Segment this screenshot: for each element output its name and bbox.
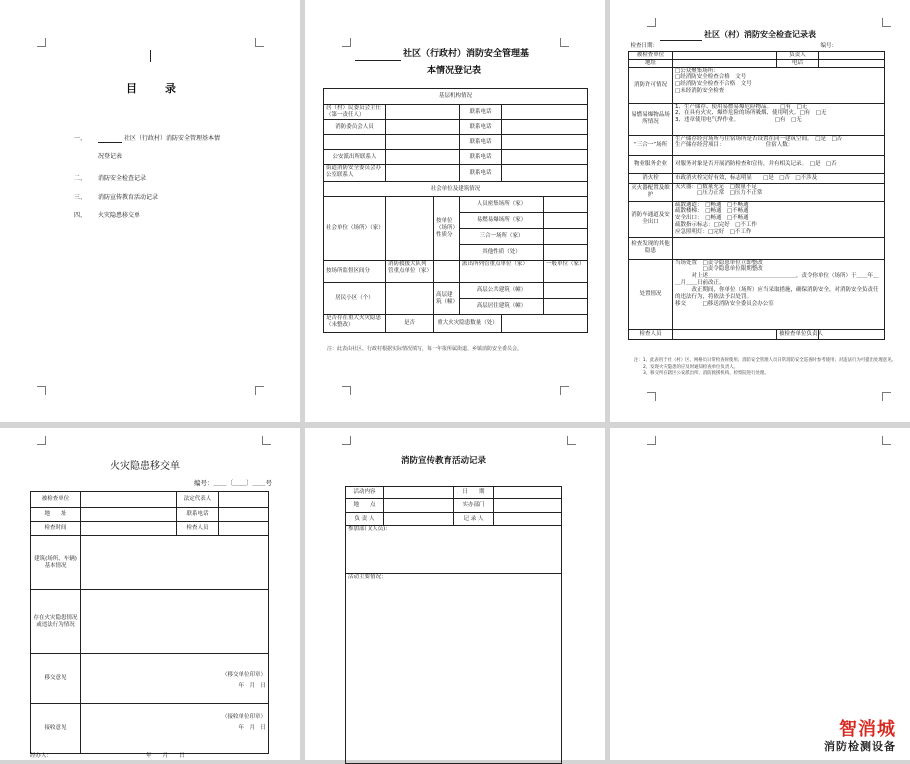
cell-input[interactable] [544, 299, 588, 315]
cell-hydrant-detail[interactable]: 市政消火栓完好有效，标志明显 □是 □否 □不涉及 [673, 173, 885, 183]
cell-input[interactable] [384, 499, 454, 513]
cell-phone-label: 联系电话 [460, 150, 502, 165]
cell-recorder: 记 录 人 [454, 513, 494, 526]
cell-committee: 消防委员会人员 [324, 120, 386, 135]
cell-phone: 电话 [777, 59, 819, 67]
cell-disposal-detail[interactable]: 当场处置 □责令隐患单位立即整改 □责令隐患单位限期整改 对上述＿＿＿＿＿＿＿＿＿＿＿＿＿＿＿＿，责令你单位（场所）于＿＿年＿＿月＿＿日前改正。 改正期间，你单位（场所）应当采取措施，确保消防安全，对消防安全负责任的违法行为，将依法予以处罚。 移交 □移送消防安全委员会办公室 [673, 259, 885, 329]
cell-hazard-count: 重大火灾隐患数量（处） [434, 315, 502, 333]
toc-item-1[interactable]: 社区（行政村）消防安全管理基本情 [124, 135, 221, 142]
cell-input[interactable] [673, 59, 777, 67]
cell-address: 地址 [629, 59, 673, 67]
cell-input[interactable] [386, 165, 460, 182]
cell-input[interactable] [434, 261, 460, 283]
cell-address: 地 址 [31, 508, 81, 522]
transfer-serial: 编号：＿＿〔＿＿〕＿＿号 [194, 479, 272, 487]
cell-hydrant: 消火栓 [629, 173, 673, 183]
cell-input[interactable] [502, 315, 588, 333]
cell-input[interactable] [544, 283, 588, 299]
cell-input[interactable] [544, 245, 588, 261]
cell-inspected-unit: 被检查单位 [629, 51, 673, 59]
cell-disposal: 处置情况 [629, 259, 673, 329]
cell-phone-label: 联系电话 [460, 120, 502, 135]
transfer-footer-date: 年 月 日 [146, 753, 185, 759]
cell-three-in-one: 三合一场所（家） [460, 229, 544, 245]
cell-crowded: 人员密集场所（家） [460, 197, 544, 213]
cell-inspected-unit: 被检查单位 [31, 492, 81, 508]
transfer-table [30, 491, 269, 754]
cell-activity-summary[interactable]: 活动主要情况： [346, 574, 562, 764]
transfer-seal: （移交单位印章） [221, 672, 266, 678]
cell-flammable-detail[interactable]: 1、生产储存、使用易燃易爆危险物品。 □有 □无 2、在具有火灾、爆炸危险的场所吸烟、使用明火。□有 □无 3、违章使用电气焊作业。 □有 □无 [673, 103, 885, 135]
brand-name: 智消城 [839, 719, 896, 741]
cell-flammable-site: 易燃易爆物品场所情况 [629, 103, 673, 135]
page-blank [610, 428, 910, 760]
cell-date: 日 期 [454, 487, 494, 499]
cell-input[interactable] [386, 197, 434, 261]
cell-exits: 消防车通道及安全出口 [629, 201, 673, 237]
cell-building-info: 建筑(场所、车辆)基本情况 [31, 536, 81, 590]
page-transfer [0, 428, 300, 760]
receive-date: 年 月 日 [238, 725, 266, 731]
cell-empty [777, 43, 819, 51]
cell-phone-label: 联系电话 [460, 105, 502, 120]
cell-extinguisher-detail[interactable]: 灭火器：□数量充足 □数量不足 □压力正常 □压力不正常 [673, 183, 885, 201]
cell-extinguisher: 灭火器配置及维护 [629, 183, 673, 201]
cell-other-nature: 其他性质（处） [460, 245, 544, 261]
cell-highrise: 高层建筑（幢） [434, 283, 460, 315]
note-line-2: 2、发现火灾隐患的应及时通知检查单位负责人。 [643, 364, 738, 370]
cell-input[interactable] [81, 536, 269, 590]
cell-input[interactable] [81, 522, 177, 536]
cell-transfer-sign[interactable] [81, 654, 269, 704]
cell-three-in-one: “三合一”场所 [629, 135, 673, 155]
cell-fire-permit-detail[interactable]: □公众聚集场所： □经消防安全检查合格 文号 □经消防安全检查不合格 文号 □未经消防安全检查 [673, 67, 885, 103]
cell-police-key: 派出所列管重点单位（家） [460, 261, 544, 283]
activity-title: 消防宣传教育活动记录 [401, 456, 487, 466]
basic-title-line1: 社区（行政村）消防安全管理基 [403, 49, 530, 59]
cell-input[interactable] [502, 150, 588, 165]
toc-num-3: 三、 [74, 194, 87, 201]
cell-street-office: 街道消防安全委员会办公室联系人 [324, 165, 386, 182]
cell-fire-brigade-key: 消防救援大队列管重点单位（家） [386, 261, 434, 283]
cell-input[interactable] [544, 213, 588, 229]
cell-exits-detail[interactable]: 疏散通道： □畅通 □不畅通 疏散楼梯： □畅通 □不畅通 安全出口： □畅通 □不畅通 疏散指示标志：□完好 □不工作 应急照明灯：□完好 □不工作 [673, 201, 885, 237]
cell-phone-label: 联系电话 [460, 135, 502, 150]
cell-host-dept: 实办部门 [454, 499, 494, 513]
cell-input[interactable] [219, 492, 269, 508]
cell-input[interactable] [384, 513, 454, 526]
cell-hazard-info: 存在火灾隐患情况或违法行为情况 [31, 590, 81, 654]
cell-participants[interactable]: 参加部门(人员)： [346, 526, 562, 574]
cell-input[interactable] [386, 135, 460, 150]
cell-serial[interactable]: 编号： [819, 43, 885, 51]
cell-highrise-public: 高层公共建筑（幢） [460, 283, 544, 299]
cell-unit-head: 被检查单位负责人 [777, 329, 819, 339]
toc-title: 目 录 [126, 82, 178, 95]
cell-check-time: 检查时间 [31, 522, 81, 536]
cell-input[interactable] [494, 487, 562, 499]
cell-inspectors: 检查人员 [177, 522, 219, 536]
note-line-1: 注：1、此表用于社（村）区、网格员日常检查时使用；消防安全管理人员日常消防安全巡查时参考使用；对违法行为可提出处理意见。 [634, 358, 896, 363]
cell-fire-permit: 消防许可情况 [629, 67, 673, 103]
toc-item-1-cont[interactable]: 况登记表 [98, 153, 123, 160]
cell-input[interactable] [81, 508, 177, 522]
cell-leader: 负 责 人 [346, 513, 384, 526]
cell-input[interactable] [673, 51, 777, 59]
cell-input[interactable] [544, 197, 588, 213]
cell-input[interactable] [81, 492, 177, 508]
title-blank-line [355, 60, 401, 61]
cell-input[interactable] [384, 487, 454, 499]
brand-tagline: 消防检测设备 [824, 739, 896, 753]
cell-property-detail[interactable]: 对服务对象是否开展消防检查和宣传，并有相关记录。 □是 □否 [673, 155, 885, 173]
inspection-table [628, 43, 885, 340]
brand-watermark [824, 720, 896, 753]
cell-residential: 居民小区（个） [324, 283, 386, 315]
inspection-title: 社区（村）消防安全检查记录表 [704, 30, 816, 39]
cell-other-hazards: 检查发现的其他隐患 [629, 237, 673, 259]
cell-police-contact: 公安派出所联系人 [324, 150, 386, 165]
cell-input[interactable] [386, 150, 460, 165]
cell-inspectors: 检查人员 [629, 329, 673, 339]
section-social: 社会单位及建筑情况 [324, 182, 588, 197]
cell-input[interactable] [502, 135, 588, 150]
toc-num-4: 四、 [74, 212, 87, 219]
page-inspection [610, 0, 910, 422]
cell-input[interactable] [819, 51, 885, 59]
cell-input[interactable] [673, 329, 777, 339]
toc-item-3[interactable]: 消防宣传教育活动记录 [98, 194, 159, 201]
cell-location: 地 点 [346, 499, 384, 513]
cell-input[interactable] [502, 120, 588, 135]
cell-by-supervision: 按场所监督区间分 [324, 261, 386, 283]
basic-info-table [323, 88, 588, 333]
cell-receive-sign[interactable] [81, 704, 269, 754]
cell-input[interactable] [494, 499, 562, 513]
receive-seal: （接收单位印章） [221, 714, 266, 720]
cell-input[interactable] [386, 105, 460, 120]
cell-by-nature: 按单位（场所）性质分 [434, 197, 460, 261]
section-org: 基层机构情况 [324, 89, 588, 105]
cell-three-in-one-detail[interactable]: 生产储存经营场所与住宿场所是否设置在同一建筑空间。 □是 □否 生产储存经营项目： 住宿人数： [673, 135, 885, 155]
toc-num-2: 二、 [74, 175, 87, 182]
cell-contact-phone: 联系电话 [177, 508, 219, 522]
cell-director: 居（村）民委员会主任（第一责任人） [324, 105, 386, 120]
toc-num-1: 一、 [74, 135, 87, 142]
cell-date[interactable]: 检查日期： [629, 43, 777, 51]
cell-phone-label: 联系电话 [460, 165, 502, 182]
cell-activity-content: 活动内容 [346, 487, 384, 499]
cell-input[interactable] [502, 165, 588, 182]
page-toc [0, 0, 300, 422]
transfer-title: 火灾隐患移交单 [110, 461, 180, 472]
cell-yes-no[interactable]: 是否 [386, 315, 434, 333]
toc-item-2[interactable]: 消防安全检查记录 [98, 175, 147, 182]
cell-social-units: 社会单位（场所）（家） [324, 197, 386, 261]
cell-property-mgmt: 物业服务企业 [629, 155, 673, 173]
cell-flammable: 易燃易爆场所（家） [460, 213, 544, 229]
cell-input[interactable] [494, 513, 562, 526]
cell-major-hazard: 是否存在重大火灾隐患（未整改） [324, 315, 386, 333]
toc-blank-1 [98, 142, 122, 143]
cell-highrise-residential: 高层居住建筑（幢） [460, 299, 544, 315]
activity-table [345, 486, 562, 764]
cell-input[interactable] [544, 229, 588, 245]
cell-legal-rep: 法定代表人 [177, 492, 219, 508]
cell-input[interactable] [502, 105, 588, 120]
cell-input[interactable] [386, 120, 460, 135]
basic-note: 注：此表由社区、行政村根据实际情况填写，每一年报所属街道、乡镇消防安全委员会。 [327, 346, 523, 352]
cell-input[interactable] [219, 522, 269, 536]
cell-transfer-opinion: 移交意见 [31, 654, 81, 704]
cell-input[interactable] [819, 59, 885, 67]
transfer-handler: 经办人： [30, 753, 53, 759]
cell-input[interactable] [81, 590, 269, 654]
cell-person-in-charge: 负责人 [777, 51, 819, 59]
transfer-date: 年 月 日 [238, 683, 266, 689]
note-line-3: 3、移交所在辖区公安派出所、消防救援机构、检察院进行处理。 [643, 371, 769, 377]
inspection-notes [634, 358, 896, 378]
cell-empty[interactable] [324, 135, 386, 150]
cell-input[interactable] [219, 508, 269, 522]
toc-item-4[interactable]: 火灾隐患移交单 [98, 212, 141, 219]
cell-receive-opinion: 接收意见 [31, 704, 81, 754]
cell-input[interactable] [819, 329, 885, 339]
text-cursor [150, 50, 151, 62]
cell-input[interactable] [386, 283, 434, 315]
cell-input[interactable] [673, 237, 885, 259]
basic-title-line2: 本情况登记表 [427, 66, 482, 76]
title-blank-line [660, 40, 702, 41]
page-activity [305, 428, 605, 760]
page-basic-info [305, 0, 605, 422]
cell-general-units: 一般单位（家） [544, 261, 588, 283]
